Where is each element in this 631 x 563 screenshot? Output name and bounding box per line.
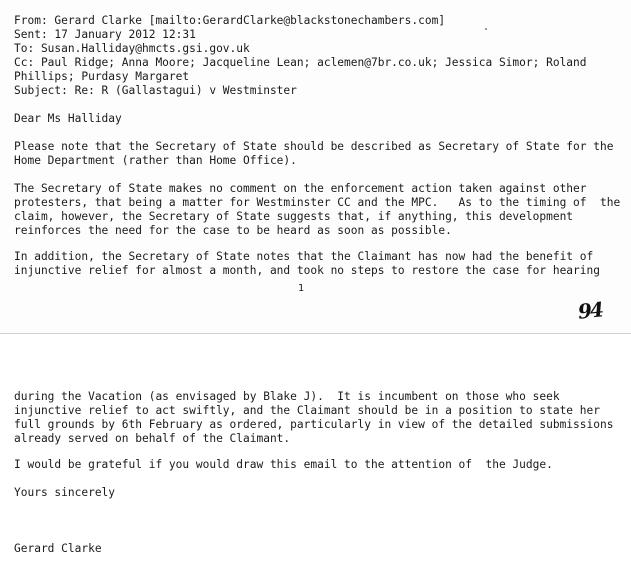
salutation: Dear Ms Halliday (14, 112, 122, 125)
email-cc-line-1: Cc: Paul Ridge; Anna Moore; Jacqueline Lean; aclemen@7br.co.uk; Jessica Simor; Roland (14, 56, 587, 69)
paragraph-2-line-4: reinforces the need for the case to be heard as soon as possible. (14, 224, 452, 237)
paragraph-1-line-1: Please note that the Secretary of State should be described as Secretary of State for the (14, 140, 614, 153)
paragraph-3-line-4: injunctive relief to act swiftly, and the Claimant should be in a position to state her (14, 404, 600, 417)
scan-speck (485, 28, 487, 30)
email-cc-line-2: Phillips; Purdasy Margaret (14, 70, 190, 83)
paragraph-2-line-2: protesters, that being a matter for Westminster CC and the MPC. As to the timing of the (14, 196, 621, 209)
email-subject: Subject: Re: R (Gallastagui) v Westminster (14, 84, 297, 97)
paragraph-4: I would be grateful if you would draw this email to the attention of the Judge. (14, 458, 553, 471)
email-from: From: Gerard Clarke [mailto:GerardClarke@blackstonechambers.com] (14, 14, 446, 27)
signature-name: Gerard Clarke (14, 542, 102, 555)
closing: Yours sincerely (14, 486, 116, 499)
paragraph-3-line-6: already served on behalf of the Claimant. (14, 432, 291, 445)
paragraph-3-line-2: injunctive relief for almost a month, and took no steps to restore the case for hearing (14, 264, 600, 277)
paragraph-2-line-3: claim, however, the Secretary of State suggests that, if anything, this development (14, 210, 574, 223)
paragraph-3-line-3: during the Vacation (as envisaged by Blake J). It is incumbent on those who seek (14, 390, 560, 403)
email-sent: Sent: 17 January 2012 12:31 (14, 28, 196, 41)
paragraph-2-line-1: The Secretary of State makes no comment on the enforcement action taken against other (14, 182, 587, 195)
handwritten-page-mark: 94 (576, 297, 603, 324)
paragraph-3-line-1: In addition, the Secretary of State notes that the Claimant has now had the benefit of (14, 250, 594, 263)
email-to: To: Susan.Halliday@hmcts.gsi.gov.uk (14, 42, 250, 55)
page-number: 1 (298, 283, 305, 294)
paragraph-3-line-5: full grounds by 6th February as ordered, particularly in view of the detailed submissions (14, 418, 614, 431)
document-page-2 (0, 334, 631, 563)
paragraph-1-line-2: Home Department (rather than Home Office). (14, 154, 297, 167)
